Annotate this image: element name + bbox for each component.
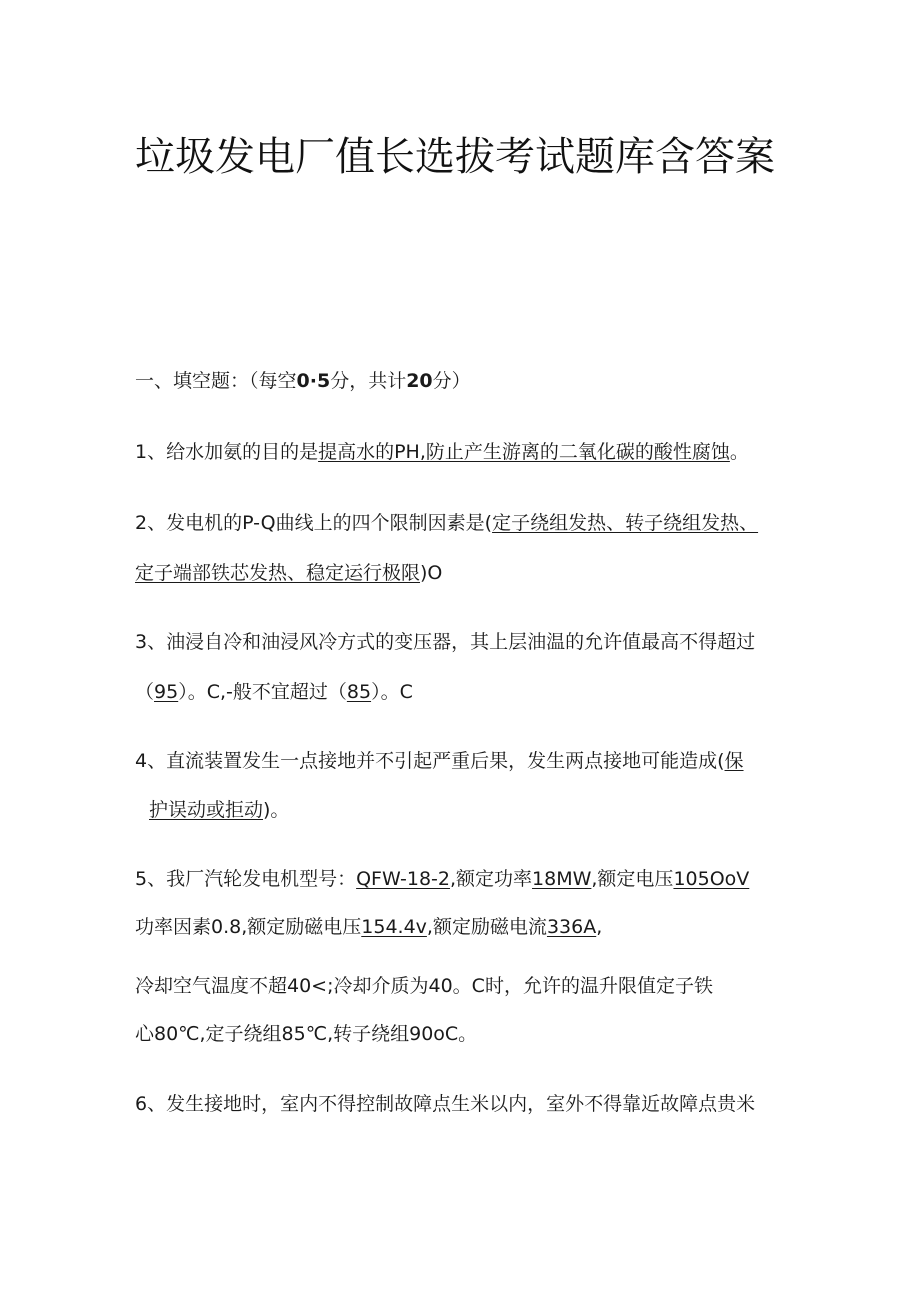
document-title: 垃圾发电厂值长选拔考试题库含答案 [135,134,775,180]
question-6-line-1: 6、发生接地时，室内不得控制故障点生米以内，室外不得靠近故障点贵米 [135,1093,756,1115]
section-heading-middle: 分，共计 [330,370,407,392]
q5-text-1: 5、我厂汽轮发电机型号： [135,868,357,890]
q5-rated-power: 18MW [532,868,592,890]
q3-text-3: ）。C [371,681,413,703]
question-4-line-1 [135,748,744,774]
q3-answer-2: 85 [346,681,372,703]
score-total: 20 [406,370,433,392]
q5-generator-model: QFW-18-2 [356,868,450,890]
q3-text-1: （ [135,681,155,703]
question-5-line-1 [135,866,749,892]
score-each: 0·5 [296,370,331,392]
q2-suffix: )O [420,562,443,584]
q4-answer-part-1: 保 [724,750,744,772]
question-5-line-2 [135,914,602,940]
q5-excitation-voltage: 154.4v [361,916,427,938]
section-heading [135,368,471,394]
q2-prefix: 2、发电机的P-Q曲线上的四个限制因素是( [135,512,493,534]
q5-text-5: ,额定励磁电流 [426,916,547,938]
q4-answer-part-2: 护误动或拒动 [149,799,264,821]
q5-text-3: ,额定电压 [591,868,674,890]
q5-excitation-current: 336A [546,916,597,938]
q1-prefix: 1、给水加氨的目的是 [135,441,319,463]
question-2-line-2 [135,560,442,586]
q4-prefix: 4、直流装置发生一点接地并不引起严重后果，发生两点接地可能造成( [135,750,725,772]
section-heading-prefix: 一、填空题：（每空 [135,370,297,392]
section-heading-suffix: 分） [432,370,471,392]
q1-suffix: 。 [729,441,749,463]
question-5-line-4: 心80℃,定子绕组85℃,转子绕组90oC。 [135,1023,478,1045]
q3-answer-1: 95 [154,681,179,703]
q5-rated-voltage: 105OoV [673,868,750,890]
question-3-line-2 [135,679,413,705]
q4-suffix: )。 [263,799,290,821]
q2-answer-part-2: 定子端部铁芯发热、稳定运行极限 [135,562,421,584]
question-4-line-2 [149,797,289,823]
question-3-line-1: 3、油浸自冷和油浸风冷方式的变压器，其上层油温的允许值最高不得超过 [135,631,756,653]
q2-answer-part-1: 定子绕组发热、转子绕组发热、 [492,512,759,534]
q5-text-6: , [596,916,603,938]
q5-text-4: 功率因素0.8,额定励磁电压 [135,916,362,938]
q1-answer: 提高水的PH,防止产生游离的二氧化碳的酸性腐蚀 [318,441,730,463]
question-5-line-3: 冷却空气温度不超40<;冷却介质为40。C时，允许的温升限值定子铁 [135,975,713,997]
question-1 [135,439,749,465]
q5-text-2: ,额定功率 [449,868,533,890]
q3-text-2: ）。C,-般不宜超过（ [178,681,347,703]
question-2-line-1 [135,510,758,536]
